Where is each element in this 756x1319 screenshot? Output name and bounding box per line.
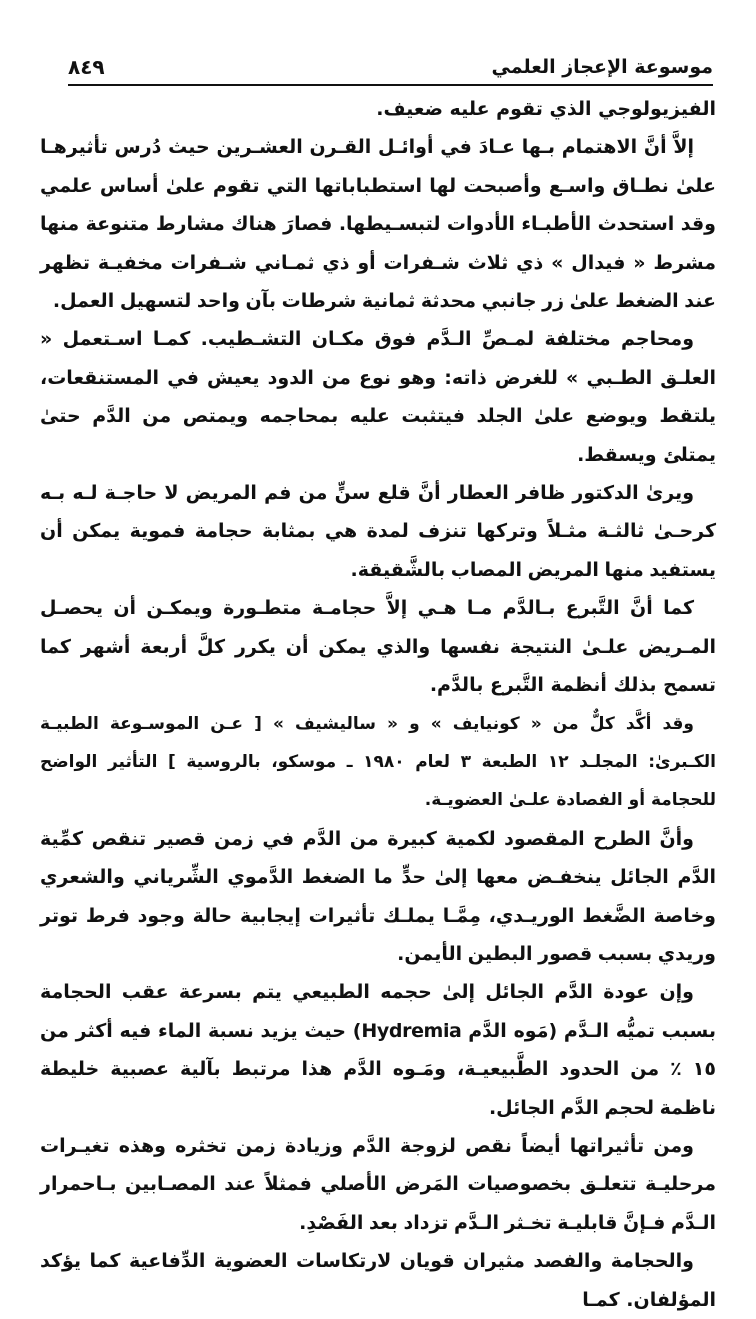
paragraph-1: الفيزيولوجي الذي تقوم عليه ضعيف. (376, 98, 716, 120)
paragraph-4: ويرىٰ الدكتور ظافر العطار أنَّ قلع سنٍّ من فم المريض لا حاجـة لـه بـه كرحـىٰ ثالثـة مثـلاً وتركها تنزف لمدة هي بمثابة حجامة فموية يمكن أن يستفيد منها المريض المصاب بالشَّقيقة. (40, 482, 716, 581)
paragraph-3: ومحاجم مختلفة لمـصِّ الـدَّم فوق مكـان التشـطيب. كمـا اسـتعمل « العلـق الطـبي » للغرض ذاته: وهو نوع من الدود يعيش في المستنقعات، يلتقط ويوضع علىٰ الجلد فيتثبت عليه بمحاجمه ويمتص من الدَّم حتىٰ يمتلئ ويسقط. (40, 328, 716, 466)
page-number: ٨٤٩ (68, 55, 105, 79)
header-divider (68, 84, 713, 86)
paragraph-10: والحجامة والفصد مثيران قويان لارتكاسات العضوية الدِّفاعية كما يؤكد المؤلفان. كمـا (40, 1250, 716, 1311)
paragraph-6: وقد أكَّد كلٌّ من « كونيايف » و « ساليشيف » [ عـن الموسـوعة الطبيـة الكـبرىٰ: المجلـد ١٢ الطبعة ٣ لعام ١٩٨٠ ـ موسكو، بالروسية ] التأثير الواضح للحجامة أو الفصادة علـىٰ العضويـة. (40, 713, 716, 811)
paragraph-8: وإن عودة الدَّم الجائل إلىٰ حجمه الطبيعي يتم بسرعة عقب الحجامة بسبب تميُّه الـدَّم (مَوه الدَّم Hydremia) حيث يزيد نسبة الماء فيه أكثر من ١٥ ٪ من الحدود الطَّبيعيـة، ومَـوه الدَّم هذا مرتبط بآلية عصبية خليطة ناظمة لحجم الدَّم الجائل. (40, 981, 716, 1119)
paragraph-5: كما أنَّ التَّبرع بـالدَّم مـا هـي إلاَّ حجامـة متطـورة ويمكـن أن يحصـل المـريض علـىٰ النتيجة نفسها والذي يمكن أن يكرر كلَّ أربعة أشهر كما تسمح بذلك أنظمة التَّبرع بالدَّم. (40, 597, 716, 697)
paragraph-9: ومن تأثيراتها أيضاً نقص لزوجة الدَّم وزيادة زمن تخثره وهذه تغيـرات مرحليـة تتعلـق بخصوصيات المَرض الأصلي فمثلاً عند المصـابين بـاحمرار الـدَّم فـإنَّ قابليـة تخـثر الـدَّم تزداد بعد الفَصْدِ. (40, 1134, 716, 1234)
paragraph-2: إلاَّ أنَّ الاهتمام بـها عـادَ في أوائـل القـرن العشـرين حيث دُرس تأثيرهـا علىٰ نطـاق واسـع وأصبحت لها استطباباتها التي تقوم علىٰ أساس علمي وقد استحدث الأطبـاء الأدوات لتبسـيطها. فصارَ هناك مشارط متنوعة منها مشرط « فيدال » ذي ثلاث شـفرات أو ذي ثمـاني شـفرات مخفيـة تظهر عند الضغط علىٰ زر جانبي محدثة ثمانية شرطات بآن واحد لتسهيل العمل. (40, 136, 716, 313)
running-title: موسوعة الإعجاز العلمي (491, 56, 713, 78)
page-body (40, 90, 716, 1319)
paragraph-7: وأنَّ الطرح المقصود لكمية كبيرة من الدَّم في زمن قصير تنقص كمِّية الدَّم الجائل ينخفـض معها إلىٰ حدٍّ ما الضغط الدَّموي الشِّرياني والشعري وخاصة الضَّغط الوريـدي، مِمَّـا يملـك تأثيرات إيجابية حالة وجود فرط توتر وريدي بسبب قصور البطين الأيمن. (40, 827, 716, 965)
page-header (68, 52, 713, 82)
